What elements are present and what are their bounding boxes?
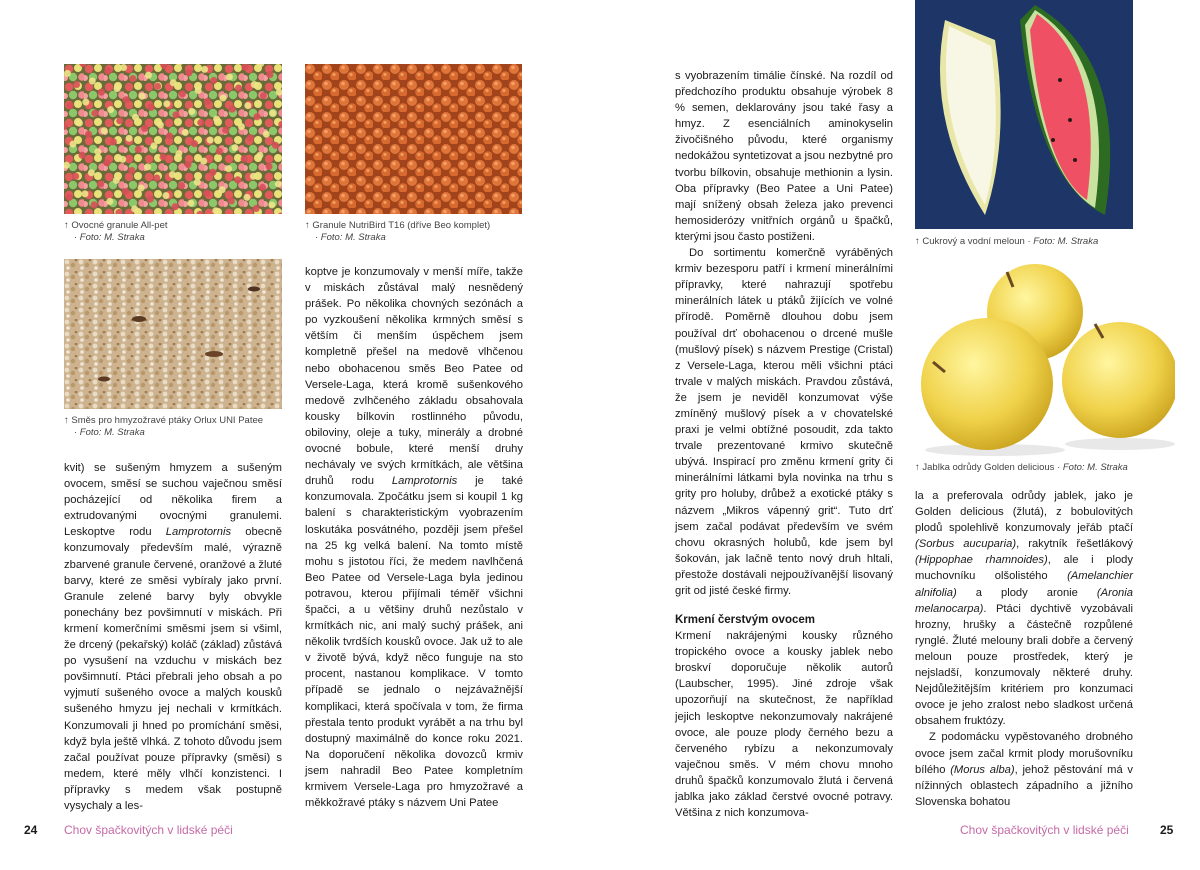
paragraph: Z podomácku vypěstovaného drobného ovoce jsem začal krmit plody morušovníku bílého (Morus alba), jehož pěstování má v nížinných oblastech západního a jižního Slovenska bohatou bbox=[915, 731, 1133, 808]
page-number-left: 24 bbox=[24, 823, 38, 837]
paragraph: la a preferovala odrůdy jablek, jako je Golden delicious (žlutá), z bobulovitých plodů spolehlivě konzumovaly jeřáb ptačí (Sorbus aucuparia), rakytník řešetlákový (Hippophae rhamnoides), ale i plody muchovníku olšolistého (Amelanchier alnifolia) a plody aronie (Aronia melanocarpa). Ptáci dychtivě vyzobávali hrozny, hrušky a částečně rozpůlené rynglé. Žluté melouny brali dobře a červený meloun pouze prostředek, který je nejsladší, konzumovaly některé druhy. Nejdůležitějším kritériem pro konzumaci ovoce je jeho zralost nebo sladkost určená obsahem fruktózy. bbox=[915, 490, 1133, 728]
right-page-column-2 bbox=[915, 488, 1133, 810]
paragraph: koptve je konzumovaly v menší míře, takže v miskách zůstával malý nesnědený prášek. Po několika chovných sezónách a po vyzkoušení několika krmných směsí s větším či menším úspěchem jsem kompletně přešel na medově vlhčenou nebo obohacenou směs Beo Patee od Versele-Laga, která kromě sušenkového medově zvlhčeného základu obsahovala kousky bílkovin rostlinného původu, obiloviny, oleje a tuky, minerály a drobné ovocné bobule, které menší druhy nechávaly ve svých krmítkách, ale většina druhů rodu Lamprotornis je také konzumovala. Zpočátku jsem si koupil 1 kg balení s charakteristickým vyobrazením loskutáka posvátného, později jsem přešel na 25 kg velká balení. Na tomto místě mohu s jistotou říci, že medem navlhčená Beo Patee od Versele-Laga byla jedinou potravou, kterou přijímali téměř všichni špačci, a u většiny druhů nezůstalo v krmítkách nic, ani malý suchý prášek, ani několik tvrdších kousků ovoce. Jak už to ale v životě bývá, když něco funguje na sto procent, nastanou komplikace. V tomto případě se jednalo o nejzávažnější komplikaci, která spočívala v tom, že firma přestala tento produkt vyrábět a na trhu byl dostupný maximálně do konce roku 2021. Na doporučení několika dovozců krmiv jsem nahradil Beo Patee kompletním krmivem Versele-Laga pro hmyzožravé a měkkožravé ptáky s názvem Uni Patee bbox=[305, 266, 523, 810]
orange-granules-image bbox=[305, 64, 522, 214]
page-number-right: 25 bbox=[1160, 823, 1174, 837]
melons-image bbox=[915, 0, 1133, 229]
photo-nutribird-granules bbox=[305, 64, 522, 214]
photo-fruit-pellets bbox=[64, 64, 282, 214]
running-head-right: Chov špačkovitých v lidské péči bbox=[960, 823, 1129, 837]
left-page-column-2 bbox=[305, 264, 523, 811]
paragraph: Krmení nakrájenými kousky různého tropického ovoce a kousky jablek nebo broskví doporučuje několik autorů (Laubscher, 1995). Jiné zdroje však upozorňují na skutečnost, že například jejich leskoptve nekonzumovaly nakrájené ovoce, ale pouze plody černého bezu a červeného rybízu a nekonzumovaly vaječnou směs. V mém chovu mnoho druhů špačků konzumovalo žlutá i červená jablka jako základ čerstvé ovocné potravy. Většina z nich konzumova- bbox=[675, 630, 893, 820]
arrow-up-icon: ↑ bbox=[305, 220, 310, 231]
fruit-pellets-image bbox=[64, 64, 282, 214]
photo-golden-apples bbox=[915, 262, 1175, 457]
figure-caption: ↑ Ovocné granule All-pet · Foto: M. Straka bbox=[64, 220, 168, 243]
photo-melons bbox=[915, 0, 1133, 229]
paragraph: kvit) se sušeným hmyzem a sušeným ovocem, směsí se suchou vaječnou směsí pocházející od několika firem a extrudovanými ovocnými granulemi. Leskoptve rodu Lamprotornis obecně konzumovaly především malé, výrazně zbarvené granule červené, oranžové a žluté barvy, které ze směsi vybíraly jako první. Granule zelené barvy byly obvykle ponechány bez povšimnutí v miskách. Při krmení komerčními směsmi jsem si všiml, že drcený (pekařský) koláč (základ) zůstává po vysušení na vzduchu v miskách bez povšimnutí. Ptáci přebrali jeho obsah a po vyjmutí sušeného ovoce a malých kousků sušeného hmyzu jej nechali v krmítkách. Konzumovali ji hned po promíchání směsi, když byla ještě vlhká. Z tohoto důvodu jsem začal používat pouze přípravky (směsi) s medem, které měly vlhčí konzistenci. I přípravky s medem však postupně vysychaly a les- bbox=[64, 462, 282, 812]
arrow-up-icon: ↑ bbox=[915, 236, 920, 247]
section-heading: Krmení čerstvým ovocem bbox=[675, 614, 815, 627]
left-page-column-1 bbox=[64, 460, 282, 814]
figure-caption: ↑ Směs pro hmyzožravé ptáky Orlux UNI Patee · Foto: M. Straka bbox=[64, 415, 264, 438]
figure-caption: ↑ Granule NutriBird T16 (dříve Beo komplet) · Foto: M. Straka bbox=[305, 220, 491, 243]
apples-image bbox=[915, 262, 1175, 457]
arrow-up-icon: ↑ bbox=[64, 415, 69, 426]
paragraph: s vyobrazením timálie čínské. Na rozdíl od předchozího produktu obsahuje výrobek 8 % semen, deklarovány jsou také řasy a hmyz. Z esenciálních aminokyselin živočišného původu, které organismy nedokážou syntetizovat a jsou nezbytné pro tvorbu bílkovin, obsahuje methionin a lysin. Oba přípravky (Beo Patee a Uni Patee) mají snížený obsah železa jako prevenci hemosiderózy vnitřních orgánů u špačků, kterými jsou často postiženi. bbox=[675, 70, 893, 243]
arrow-up-icon: ↑ bbox=[64, 220, 69, 231]
right-page-column-1 bbox=[675, 68, 893, 821]
paragraph: Do sortimentu komerčně vyráběných krmiv bezesporu patří i krmení minerálními přípravky, které nahrazují spotřebu minerálních látek u ptáků žijících ve volné přírodě. Poměrně dlouhou dobu jsem používal drť obohacenou o drcené mušle (mušlový písek) s názvem Prestige (Cristal) z Versele-Laga, kterou měli všichni ptáci trvale v malých miskách. Pravdou zůstává, že jsem je neviděl konzumovat výše zmíněný mušlový písek a v chovatelské praxi je velmi obtížné posoudit, zda takto trvale prezentované krmivo skutečně ubývá. Inspirací pro změnu krmení grity či minerálními látkami byla novinka na trhu s grity pro holuby, drůbež a exotické ptáky s názvem „Mikros vápenný grit“. Tuto drť jsem začal podávat především ve svém chovu okrasných holubů, kde jsem byl šokován, jak lačně tento nový druh hltali, přestože dostávali nejpoužívanější lisovaný grit od jisté české firmy. bbox=[675, 247, 893, 597]
figure-caption: ↑ Cukrový a vodní meloun · Foto: M. Straka bbox=[915, 236, 1099, 247]
insect-mix-image bbox=[64, 259, 282, 409]
figure-caption: ↑ Jablka odrůdy Golden delicious · Foto: M. Straka bbox=[915, 462, 1128, 473]
photo-insectivore-mix bbox=[64, 259, 282, 409]
arrow-up-icon: ↑ bbox=[915, 462, 920, 473]
running-head-left: Chov špačkovitých v lidské péči bbox=[64, 823, 233, 837]
